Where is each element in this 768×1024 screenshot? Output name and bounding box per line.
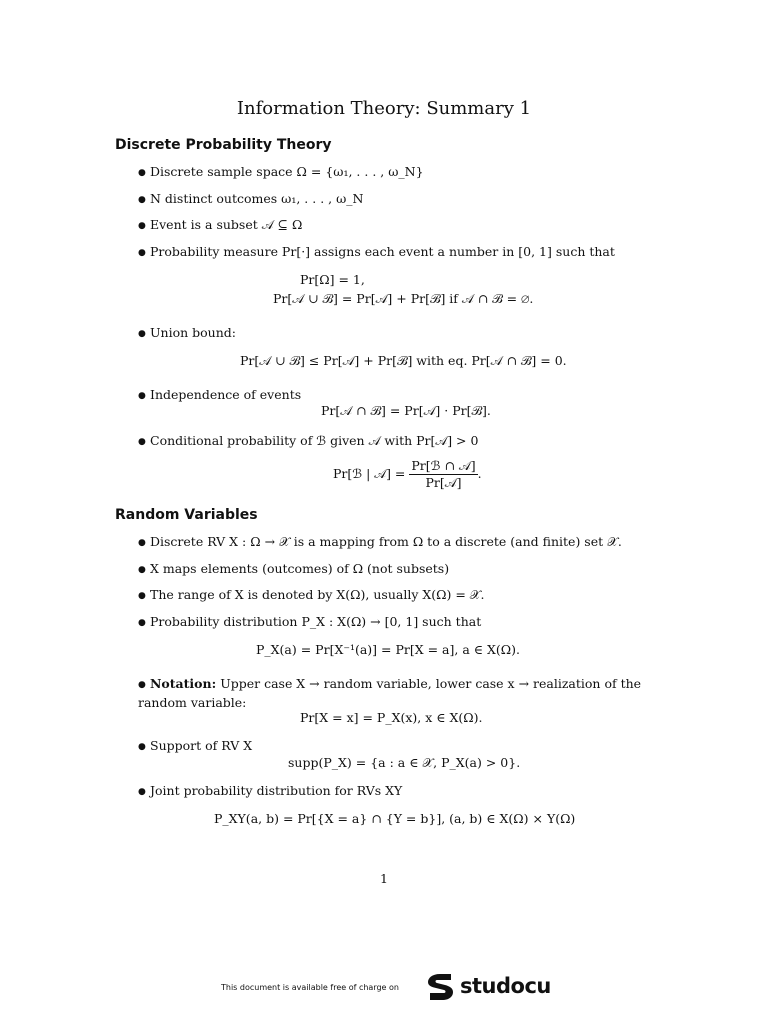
equation: P_XY(a, b) = Pr[{X = a} ∩ {Y = b}], (a, b) ∈ X(Ω) × Y(Ω): [214, 811, 576, 826]
bullet-icon: ●: [138, 168, 146, 178]
list-item: ● Probability measure Pr[·] assigns each event a number in [0, 1] such that: [138, 243, 658, 262]
list-item: ● Event is a subset 𝒜 ⊆ Ω: [138, 216, 658, 235]
equation: Pr[𝒜 ∩ ℬ] = Pr[𝒜] · Pr[ℬ].: [321, 403, 491, 418]
list-item: ● Discrete sample space Ω = {ω₁, . . . , ω_N}: [138, 163, 658, 182]
document-title: Information Theory: Summary 1: [236, 98, 532, 119]
equation: P_X(a) = Pr[X⁻¹(a)] = Pr[X = a], a ∈ X(Ω).: [256, 642, 520, 657]
equation: supp(P_X) = {a : a ∈ 𝒳, P_X(a) > 0}.: [288, 755, 521, 770]
equation: Pr[X = x] = P_X(x), x ∈ X(Ω).: [300, 710, 483, 725]
footer-text: This document is available free of charge on: [221, 983, 399, 992]
equation: Pr[𝒜 ∪ ℬ] = Pr[𝒜] + Pr[ℬ] if 𝒜 ∩ ℬ = ∅.: [273, 291, 534, 306]
list-item: ● Conditional probability of ℬ given 𝒜 with Pr[𝒜] > 0: [138, 432, 658, 451]
bullet-icon: ●: [138, 591, 146, 601]
studocu-brand: studocu: [460, 974, 551, 998]
bullet-icon: ●: [138, 437, 146, 447]
list-item: ● Independence of events: [138, 386, 658, 405]
bullet-icon: ●: [138, 329, 146, 339]
list-item: ● Discrete RV X : Ω → 𝒳 is a mapping from Ω to a discrete (and finite) set 𝒳.: [138, 533, 658, 552]
list-item: ● The range of X is denoted by X(Ω), usually X(Ω) = 𝒳.: [138, 586, 658, 605]
list-item: ● X maps elements (outcomes) of Ω (not subsets): [138, 560, 658, 579]
studocu-logo-icon: [424, 972, 456, 1004]
bullet-icon: ●: [138, 221, 146, 231]
fraction: $\frac{\text{Pr[ℬ ∩ 𝒜]}}{\text{Pr[𝒜]}}$: [411, 458, 476, 490]
bullet-icon: ●: [138, 680, 146, 690]
list-item: ● Probability distribution P_X : X(Ω) → [0, 1] such that: [138, 613, 658, 632]
bullet-icon: ●: [138, 618, 146, 628]
equation-conditional: Pr[ℬ | 𝒜] = $\frac{\text{Pr[ℬ ∩ 𝒜]}}{\text{Pr[𝒜]}}$ .: [333, 458, 482, 490]
page-number: 1: [380, 871, 388, 886]
list-item: ● Joint probability distribution for RVs XY: [138, 782, 658, 801]
section-heading-probability: Discrete Probability Theory: [115, 137, 332, 153]
equation: Pr[Ω] = 1,: [300, 272, 365, 287]
bullet-icon: ●: [138, 248, 146, 258]
equation: Pr[𝒜 ∪ ℬ] ≤ Pr[𝒜] + Pr[ℬ] with eq. Pr[𝒜 ∩ ℬ] = 0.: [240, 353, 567, 368]
bullet-icon: ●: [138, 391, 146, 401]
list-item: ● N distinct outcomes ω₁, . . . , ω_N: [138, 190, 658, 209]
footer-banner[interactable]: [0, 972, 768, 1008]
bullet-icon: ●: [138, 538, 146, 548]
list-item: ● Notation: Upper case X → random variable, lower case x → realization of the random variable:: [138, 676, 642, 710]
list-item: ● Union bound:: [138, 324, 658, 343]
list-item: ● Support of RV X: [138, 737, 658, 756]
bullet-icon: ●: [138, 565, 146, 575]
bullet-icon: ●: [138, 787, 146, 797]
bullet-icon: ●: [138, 195, 146, 205]
section-heading-random-variables: Random Variables: [115, 507, 258, 523]
bullet-icon: ●: [138, 742, 146, 752]
